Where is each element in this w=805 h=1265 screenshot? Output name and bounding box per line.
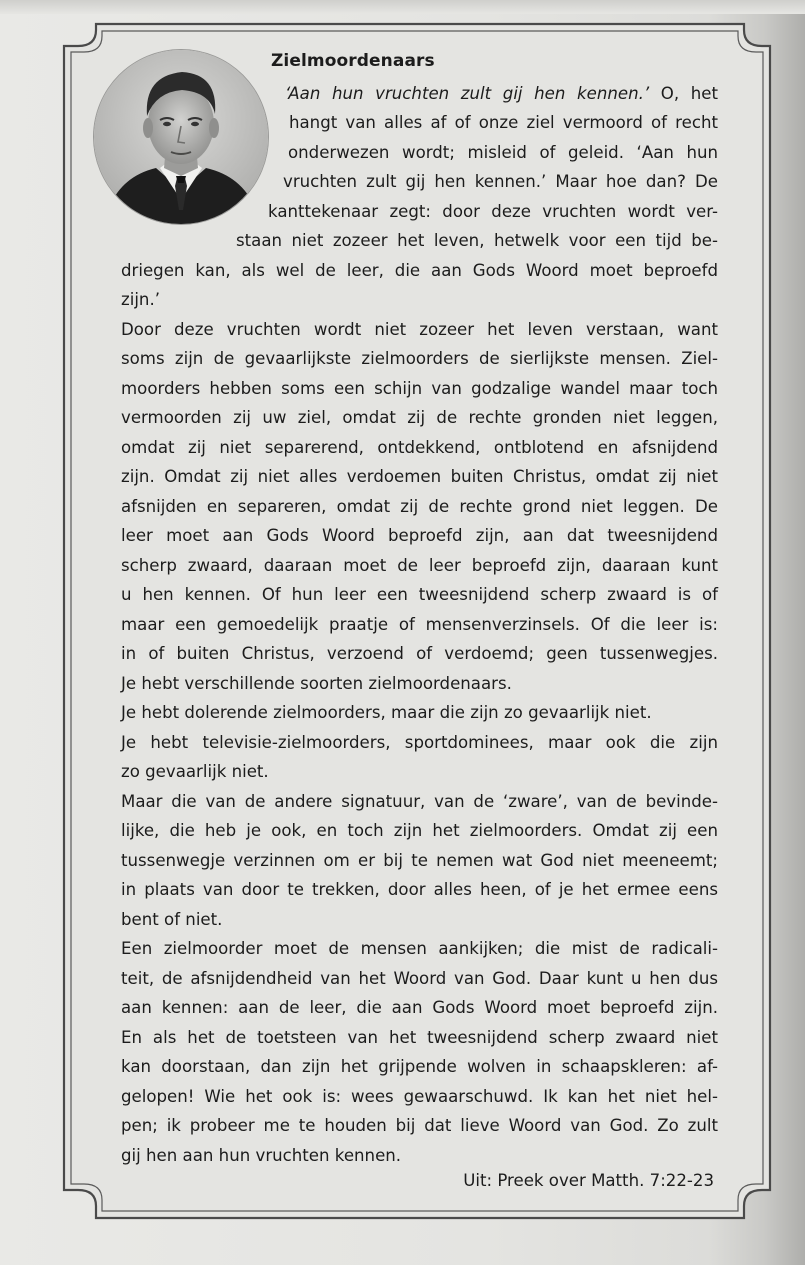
text-line-8: zijn.’: [121, 290, 160, 309]
text-line-6: staan niet zozeer het leven, hetwelk voor een tijd be-: [236, 231, 718, 250]
text-line-34: kan doorstaan, dan zijn het grijpende wolven in schaapskleren: af-: [121, 1057, 718, 1076]
text-line-23: Je hebt televisie-zielmoorders, sportdominees, maar ook die zijn: [121, 733, 718, 752]
text-line-36: pen; ik probeer me te houden bij dat lieve Woord van God. Zo zult: [121, 1116, 718, 1135]
text-line-26: lijke, die heb je ook, en toch zijn het zielmoorders. Omdat zij een: [121, 821, 718, 840]
text-line-20: in of buiten Christus, verzoend of verdoemd; geen tussenwegjes.: [121, 644, 718, 663]
text-line-15: afsnijden en separeren, omdat zij de rechte grond niet leggen. De: [121, 497, 718, 516]
text-line-4: vruchten zult gij hen kennen.’ Maar hoe dan? De: [283, 172, 718, 191]
text-line-25: Maar die van de andere signatuur, van de ‘zware’, van de bevinde-: [121, 792, 718, 811]
portrait-photo: [94, 50, 268, 224]
text-line-33: En als het de toetsteen van het tweesnijdend scherp zwaard niet: [121, 1028, 718, 1047]
text-line-31: teit, de afsnijdendheid van het Woord van God. Daar kunt u hen dus: [121, 969, 718, 988]
source-citation: Uit: Preek over Matth. 7:22-23: [463, 1171, 714, 1190]
text-line-3: onderwezen wordt; misleid of geleid. ‘Aan hun: [288, 143, 718, 162]
text-fragment: O, het: [649, 84, 718, 103]
text-line-32: aan kennen: aan de leer, die aan Gods Woord moet beproefd zijn.: [121, 998, 718, 1017]
text-line-19: maar een gemoedelijk praatje of mensenverzinsels. Of die leer is:: [121, 615, 718, 634]
text-line-22: Je hebt dolerende zielmoorders, maar die zijn zo gevaarlijk niet.: [121, 703, 652, 722]
text-line-14: zijn. Omdat zij niet alles verdoemen buiten Christus, omdat zij niet: [121, 467, 718, 486]
text-line-2: hangt van alles af of onze ziel vermoord of recht: [289, 113, 718, 132]
text-line-28: in plaats van door te trekken, door alles heen, of je het ermee eens: [121, 880, 718, 899]
text-line-9: Door deze vruchten wordt niet zozeer het leven verstaan, want: [121, 320, 718, 339]
text-line-17: scherp zwaard, daaraan moet de leer beproefd zijn, daaraan kunt: [121, 556, 718, 575]
quote-italic: ‘Aan hun vruchten zult gij hen kennen.’: [285, 84, 650, 103]
text-line-10: soms zijn de gevaarlijkste zielmoorders de sierlijkste mensen. Ziel-: [121, 349, 718, 368]
text-line-35: gelopen! Wie het ook is: wees gewaarschuwd. Ik kan het niet hel-: [121, 1087, 718, 1106]
article-title: Zielmoordenaars: [271, 51, 435, 71]
text-line-16: leer moet aan Gods Woord beproefd zijn, aan dat tweesnijdend: [121, 526, 718, 545]
text-line-30: Een zielmoorder moet de mensen aankijken; die mist de radicali-: [121, 939, 718, 958]
text-line-18: u hen kennen. Of hun leer een tweesnijdend scherp zwaard is of: [121, 585, 718, 604]
text-line-12: vermoorden zij uw ziel, omdat zij de rechte gronden niet leggen,: [121, 408, 718, 427]
text-line-5: kanttekenaar zegt: door deze vruchten wordt ver-: [268, 202, 718, 221]
text-line-13: omdat zij niet separerend, ontdekkend, ontblotend en afsnijdend: [121, 438, 718, 457]
text-line-11: moorders hebben soms een schijn van godzalige wandel maar toch: [121, 379, 718, 398]
text-line-29: bent of niet.: [121, 910, 223, 929]
text-line-24: zo gevaarlijk niet.: [121, 762, 269, 781]
text-line-37: gij hen aan hun vruchten kennen.: [121, 1146, 402, 1165]
text-line-27: tussenwegje verzinnen om er bij te nemen wat God niet meeneemt;: [121, 851, 718, 870]
text-line-1: [285, 79, 718, 109]
text-line-7: driegen kan, als wel de leer, die aan Gods Woord moet beproefd: [121, 261, 718, 280]
text-line-21: Je hebt verschillende soorten zielmoordenaars.: [121, 674, 512, 693]
